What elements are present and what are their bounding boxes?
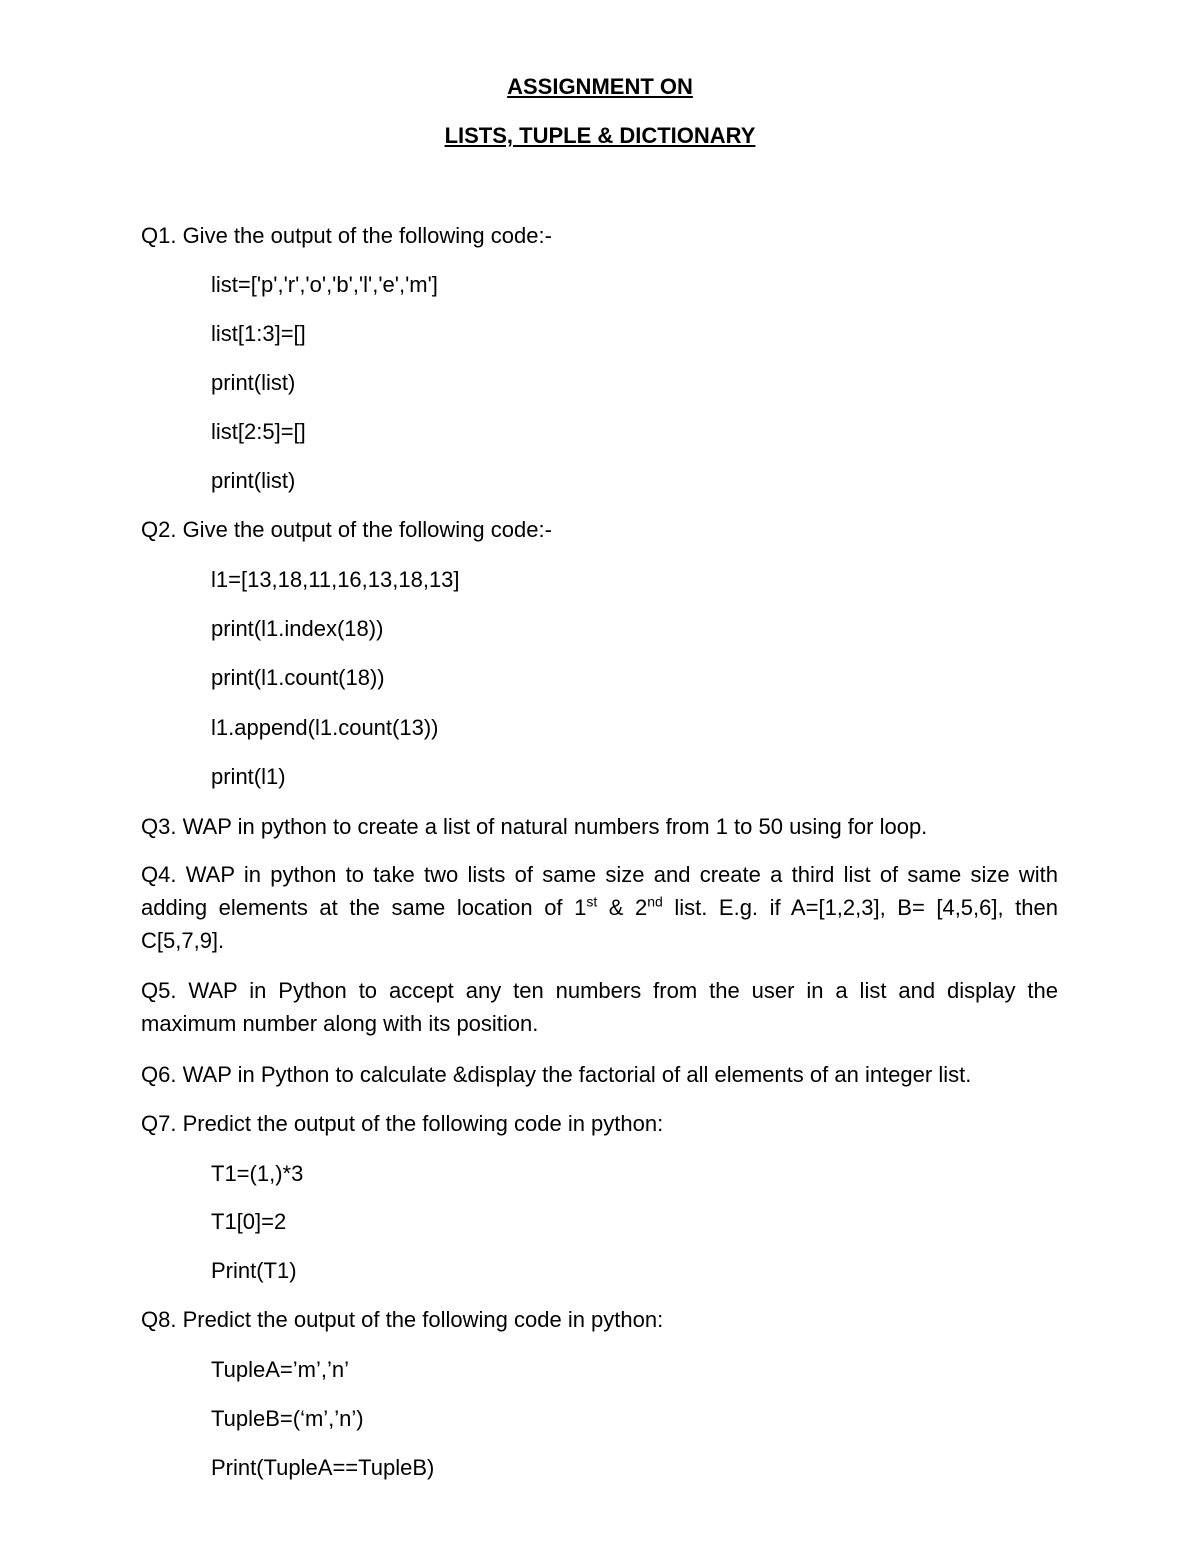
q7-code-line: T1=(1,)*3 — [211, 1161, 304, 1186]
q8-code-line: TupleA=’m’,’n’ — [211, 1357, 349, 1382]
q1-code-line: list=['p','r','o','b','l','e','m'] — [211, 272, 438, 297]
q4-superscript: nd — [647, 893, 663, 910]
q7-question: Q7. Predict the output of the following code in python: — [141, 1111, 664, 1136]
q3-question: Q3. WAP in python to create a list of natural numbers from 1 to 50 using for loop. — [141, 814, 928, 839]
q1-question: Q1. Give the output of the following code:- — [141, 223, 552, 248]
q4-text: list. E.g. if A=[1,2,3], B= [4,5,6], then C[5,7,9]. — [141, 895, 1058, 953]
q2-code-line: print(l1) — [211, 764, 286, 789]
q8-code-line: Print(TupleA==TupleB) — [211, 1455, 435, 1480]
q2-code-line: print(l1.index(18)) — [211, 616, 384, 641]
q8-code-line: TupleB=(‘m’,’n’) — [211, 1406, 364, 1431]
q6-question: Q6. WAP in Python to calculate &display the factorial of all elements of an integer list. — [141, 1062, 972, 1087]
q4-text: & 2 — [597, 895, 648, 920]
q4-text: Q4. WAP in python to take two lists of same size and create a third list of same size with adding elements at the same location of 1 — [141, 862, 1058, 920]
q8-question: Q8. Predict the output of the following code in python: — [141, 1307, 664, 1332]
q2-code-line: l1.append(l1.count(13)) — [211, 715, 439, 740]
q5-question: Q5. WAP in Python to accept any ten numbers from the user in a list and display the maximum number along with its position. — [141, 978, 1058, 1036]
q2-question: Q2. Give the output of the following code:- — [141, 517, 552, 542]
q1-code-line: print(list) — [211, 468, 296, 493]
q7-code-line: Print(T1) — [211, 1258, 297, 1283]
page-title: ASSIGNMENT ON — [507, 74, 693, 99]
q4-question — [141, 858, 1058, 957]
q1-code-line: print(list) — [211, 370, 296, 395]
q1-code-line: list[1:3]=[] — [211, 321, 306, 346]
q2-code-line: print(l1.count(18)) — [211, 665, 385, 690]
page-subtitle: LISTS, TUPLE & DICTIONARY — [444, 123, 756, 148]
q7-code-line: T1[0]=2 — [211, 1209, 287, 1234]
q2-code-line: l1=[13,18,11,16,13,18,13] — [211, 567, 460, 592]
q4-superscript: st — [586, 893, 598, 910]
q1-code-line: list[2:5]=[] — [211, 419, 306, 444]
